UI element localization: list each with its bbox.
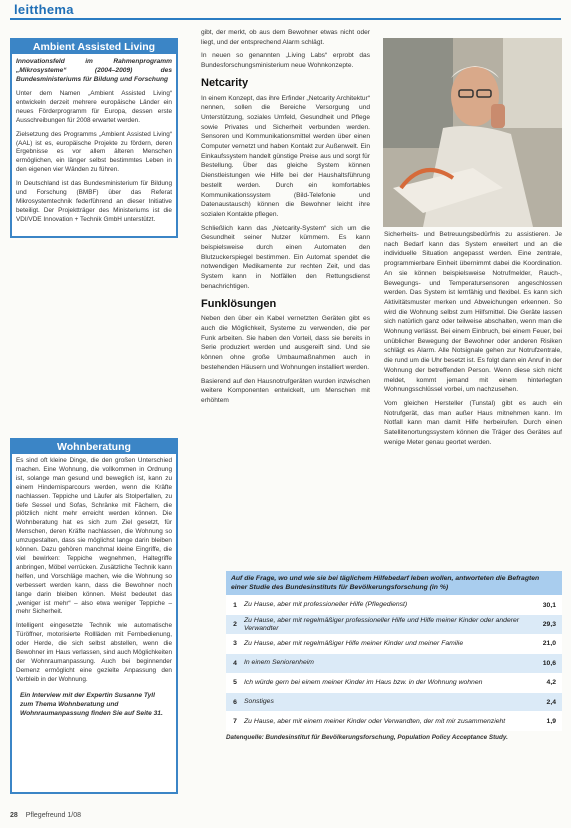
row-number: 2	[233, 621, 237, 629]
table-row	[226, 614, 562, 633]
row-number: 7	[233, 718, 237, 726]
article-paragraph: In neuen so genannten „Living Labs“ erprobt das Bundesforschungsministerium neue Wohnkonzepte.	[201, 52, 370, 70]
article-photo	[383, 38, 562, 227]
article-paragraph: Neben den über ein Kabel vernetzten Geräten gibt es auch die Möglichkeit, Systeme zu verwenden, die per Funk arbeiten. Sie haben den Vorteil, dass sie bereits in Serie produziert werden und ausgereift sind. Und sie können ohne große Umbaumaßnahmen auch in bestehenden Häusern und Wohnungen installiert werden.	[201, 315, 370, 371]
row-number: 5	[233, 679, 237, 687]
info-box-intro: Innovationsfeld im Rahmenprogramm „Mikrosysteme“ (2004–2009) des Bundesministeriums für Bildung und Forschung	[16, 58, 172, 83]
magazine-name: Pflegefreund 1/08	[25, 812, 82, 819]
article-paragraph: gibt, der merkt, ob aus dem Bewohner etwas nicht oder liegt, und der entsprechend Alarm schlägt.	[201, 29, 370, 46]
row-answer: Zu Hause, aber mit regelmäßiger Hilfe meiner Kinder und meiner Familie	[244, 639, 464, 647]
info-box-ambient-assisted-living	[10, 38, 178, 238]
table-row	[226, 673, 562, 692]
row-number: 4	[233, 659, 237, 667]
table-row	[226, 711, 562, 730]
row-percent: 30,1	[542, 601, 556, 609]
info-box-paragraph: In Deutschland ist das Bundesministerium für Bildung und Forschung (BMBF) über das Referat Mikrosystemtechnik federführend an dieser Initiative beteiligt. Der Projektträger des Ministeriums ist die VDI/VDE Innovation + Technik GmbH unterstützt.	[16, 180, 172, 223]
row-number: 3	[233, 640, 237, 648]
info-box-paragraph: Es sind oft kleine Dinge, die den großen Unterschied machen. Eine Wohnung, die vollkommen in Ordnung ist, solange man gesund und beweglich ist, kann zu einem Hindernisparcours werden, wenn die Kräfte nachlassen. Teppiche und Läufer als Stolperfallen, zu tiefe Sessel und Sofas, Schränke mit Fächern, die plötzlich nicht mehr erreicht werden können. Die Wohnberatung hat es sich zum Ziel gesetzt, für Menschen, deren Kräfte nachlassen, die Wohnung so umzugestalten, dass sie möglichst lange darin bleiben können. Dazu gehören manchmal kleine Eingriffe, die viel bewirken: Teppiche wegnehmen, Haltegriffe anbringen, Möbel verrücken. Zusätzliche Technik kann helfen, und Vorschläge machen, wie die Wohnung so verbessert werden kann, dass die Bewohner noch lange darin bleiben können. Meist bedeutet das „weniger ist mehr“ – also etwa weniger Teppiche – mehr Sicherheit.	[16, 457, 172, 616]
article-column-middle	[201, 28, 370, 406]
info-box-paragraph: Zielsetzung des Programms „Ambient Assisted Living“ (AAL) ist es, europäische Projekte zu fördern, deren Ergebnisse es vor allem älteren Menschen ermöglichen, ein länger selbst bestimmtes Leben in den eigenen vier Wänden zu führen.	[16, 130, 172, 174]
info-box-paragraph: Intelligent eingesetzte Technik wie automatische Türöffner, motorisierte Rollläden mit Fernbedienung, oder Herde, die sich selbst abstellen, wenn die Bewohner im Haus verlassen, sind auch Möglichkeiten der Wohnraumanpassung. Auch bei beginnender Demenz ermöglicht eine gezielte Anpassung den Verbleib in der Wohnung.	[16, 622, 172, 683]
table-row	[226, 634, 562, 653]
survey-rows	[226, 595, 562, 731]
row-answer: Sonstiges	[244, 698, 274, 706]
row-percent: 2,4	[546, 698, 556, 706]
article-paragraph: Sicherheits- und Betreuungsbedürfnis zu assistieren. Je nach Bedarf kann das System erweitert und an die individuelle Situation angepasst werden. Eine zentrale, programmierbare Einheit übernimmt dabei die Koordination. An sie können beispielsweise Notrufmelder, Rauch-, Bewegungs- und Temperatursensoren angeschlossen werden. Das System ist lernfähig und flexibel. Es kann sich Aktivitätsmuster merken und Abweichungen erkennen. So wird die Wohnung selbst zum Hilfsmittel. Die Geräte lassen sich natürlich ganz oder teilweise abschalten, wenn man die Wohnung verlässt. Bei einem Einbruch, bei einem Feuer, bei unüblicher Bewegung der Bewohner oder anderen Risiken schlägt es Alarm. Alle Notsignale gehen zur Notrufzentrale, die rund um die Uhr besetzt ist. Es folgt dann ein Anruf in der Wohnung der betreffenden Person. Wenn diese sich nicht meldet, kommt jemand mit einem hinterlegten Wohnungsschlüssel vorbei, um nachzusehen.	[384, 231, 562, 394]
info-box-wohnberatung	[10, 438, 178, 794]
header-rule	[10, 18, 561, 20]
row-percent: 4,2	[546, 679, 556, 687]
info-box-title: Ambient Assisted Living	[12, 40, 176, 54]
photo-illustration	[383, 38, 562, 227]
row-percent: 29,3	[542, 621, 556, 629]
info-box-paragraph: Unter dem Namen „Ambient Assisted Living“ entwickeln derzeit mehrere europäische Länder ein neues Förderprogramm für Europa, dessen erste Ausschreibungen für 2008 erwartet werden.	[16, 90, 172, 124]
section-heading-netcarity: Netcarity	[201, 76, 249, 89]
table-row	[226, 595, 562, 614]
article-paragraph: In einem Konzept, das ihre Erfinder „Netcarity Architektur“ nennen, sollen die Bereiche Versorgung und Unterstützung, soziales Umfeld, Gesundheit und Pflege sowie Privates und Sicherheit verbunden werden. Sensoren und Kommunikationsmittel werden über einen Computer vernetzt und haben Kontakt zur Außenwelt. Ein Einkaufssystem handelt günstige Preise aus und sorgt für Bestellung. Über das gleiche System können Dienstleistungen wie Hilfe bei der Haushaltsführung bestellt werden. Durch ein komfortables Kommunikationssystem (Bild-Telefonie und Datenaustausch) können die Bewohner leicht ihre sozialen Kontakte pflegen.	[201, 94, 370, 218]
section-heading-funkloesungen: Funklösungen	[201, 297, 277, 310]
row-percent: 10,6	[542, 659, 556, 667]
row-answer: Ich würde gern bei einem meiner Kinder im Haus bzw. in der Wohnung wohnen	[244, 678, 483, 686]
page-footer	[10, 812, 81, 819]
article-paragraph: Schließlich kann das „Netcarity-System“ sich um die Gesundheit seiner Nutzer kümmern. Es kann beispielsweise durch einen Automaten den Blutzuckerspiegel bestimmen. Ein Automat spendet die notwendigen Medikamente zur rechten Zeit, und das System kann in Notfällen den Rettungsdienst benachrichtigen.	[201, 224, 370, 290]
page-number: 28	[10, 812, 18, 819]
row-answer: Zu Hause, aber mit professioneller Hilfe (Pflegedienst)	[244, 601, 408, 609]
info-box-body	[12, 54, 176, 225]
info-box-body	[12, 454, 176, 718]
article-column-right	[384, 230, 562, 447]
survey-source: Datenquelle: Bundesinstitut für Bevölkerungsforschung, Population Policy Acceptance Study.	[226, 733, 508, 741]
info-box-title: Wohnberatung	[12, 440, 176, 454]
interview-reference: Ein Interview mit der Expertin Susanne Tyll zum Thema Wohnberatung und Wohnraumanpassung finden Sie auf Seite 31.	[20, 691, 163, 717]
row-answer: Zu Hause, aber mit einem meiner Kinder oder Verwandten, der mit mir zusammenzieht	[244, 717, 506, 725]
table-row	[226, 653, 562, 672]
survey-table	[226, 571, 562, 741]
row-number: 6	[233, 698, 237, 706]
section-topic: leitthema	[14, 2, 74, 17]
article-paragraph: Vom gleichen Hersteller (Tunstal) gibt es auch ein Notrufgerät, das man außer Haus mitnehmen kann. Im Notfall kann man damit Hilfe herbeirufen. Durch einen Satellitenortungssystem können die Träger des Gerätes auf wenige Meter genau geortet werden.	[384, 399, 562, 446]
row-percent: 1,9	[546, 718, 556, 726]
row-answer: In einem Seniorenheim	[244, 659, 314, 667]
survey-caption: Auf die Frage, wo und wie sie bei täglichem Hilfebedarf leben wollen, antworteten die Befragten einer Studie des Bundesinstituts für Bevölkerungsforschung (in %)	[226, 571, 562, 595]
article-paragraph: Basierend auf den Hausnotrufgeräten wurden inzwischen weitere Komponenten entwickelt, um Menschen mit erhöhtem	[201, 377, 370, 404]
row-number: 1	[233, 601, 237, 609]
row-answer: Zu Hause, aber mit regelmäßiger professioneller Hilfe und Hilfe meiner Kinder oder anderer Verwandter	[244, 616, 520, 632]
row-percent: 21,0	[542, 640, 556, 648]
table-row	[226, 692, 562, 711]
